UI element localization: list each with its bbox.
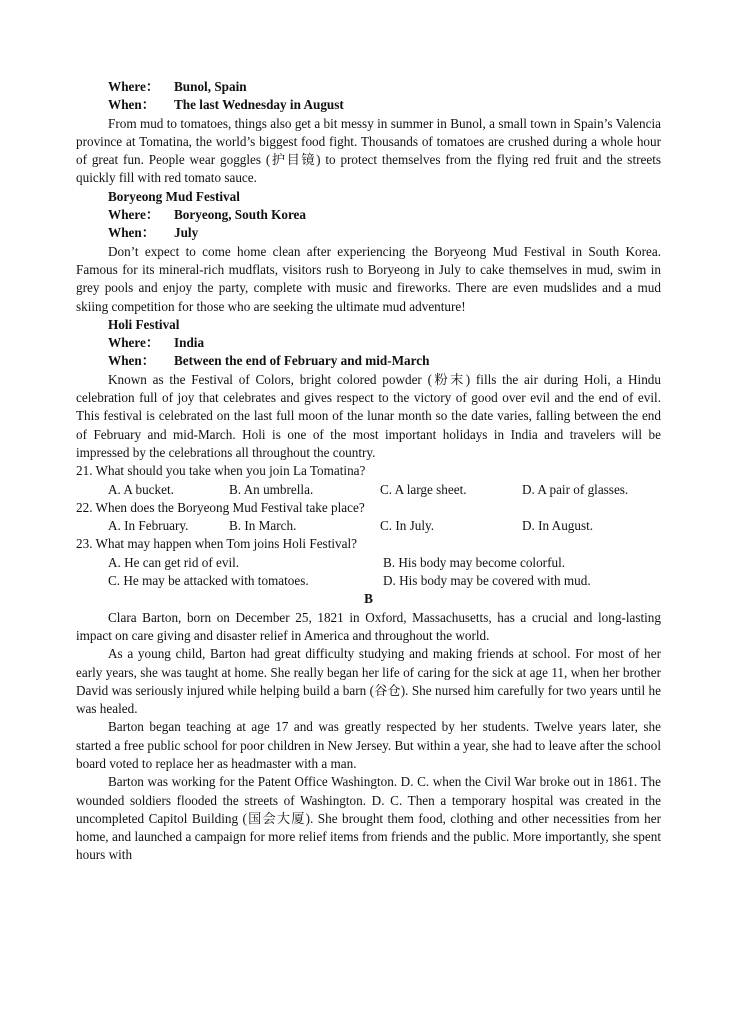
question-23-stem: 23. What may happen when Tom joins Holi Festival?	[76, 536, 357, 552]
section-b-paragraph-1: Clara Barton, born on December 25, 1821 in Oxford, Massachusetts, has a crucial and long-lasting impact on care giving and disaster relief in America and throughout the world.	[76, 609, 661, 643]
question-21-option-b: B. An umbrella.	[229, 481, 314, 497]
question-22-option-a: A. In February.	[108, 518, 189, 534]
question-21-option-c: C. A large sheet.	[380, 481, 467, 497]
section-b-paragraph-3: Barton began teaching at age 17 and was greatly respected by her students. Twelve years later, she started a free public school for poor children in New Jersey. But within a year, she had to leave after the school board voted to replace her as headmaster with a man.	[76, 719, 661, 771]
question-23-option-c: C. He may be attacked with tomatoes.	[108, 573, 309, 589]
question-21-stem: 21. What should you take when you join La Tomatina?	[76, 463, 366, 479]
question-22-option-d: D. In August.	[522, 518, 594, 534]
question-21-option-a: A. A bucket.	[108, 481, 174, 497]
question-22-option-c: C. In July.	[380, 518, 435, 534]
boryeong-where: Where： Boryeong, South Korea	[108, 207, 307, 223]
boryeong-when: When： July	[108, 225, 199, 241]
section-b-paragraph-2: As a young child, Barton had great difficulty studying and making friends at school. For most of her early years, she was taught at home. She really began her life of caring for the sick at age 11, when her brother David was seriously injured while helping build a barn (谷仓). She nursed him carefully for two years until he was healed.	[76, 646, 661, 717]
holi-where: Where： India	[108, 335, 205, 351]
section-b-paragraph-4: Barton was working for the Patent Office Washington. D. C. when the Civil War broke out in 1861. The wounded soldiers flooded the streets of Washington. D. C. Then a temporary hospital was created in the uncompleted Capitol Building (国会大厦). She brought them food, clothing and other necessities from her home, and launched a campaign for more relief items from friends and the public. More importantly, she spent hours with	[76, 774, 661, 863]
boryeong-body: Don’t expect to come home clean after experiencing the Boryeong Mud Festival in South Korea. Famous for its mineral-rich mudflats, visitors rush to Boryeong in July to cake themselves in mud, swim in grey pools and enjoy the party, complete with music and fireworks. There are even mudslides and a mud skiing competition for those who are seeking the ultimate mud adventure!	[76, 243, 661, 314]
question-23-options-row1	[76, 554, 661, 572]
holi-when: When： Between the end of February and mid-March	[108, 353, 430, 369]
question-21-options	[76, 481, 661, 499]
document-page	[76, 78, 661, 865]
tomatina-body: From mud to tomatoes, things also get a bit messy in summer in Bunol, a small town in Spain’s Valencia province at Tomatina, the world’s biggest food fight. Thousands of tomatoes are crushed during a whole hour of great fun. People wear goggles (护目镜) to protect themselves from the flying red fruit and the streets quickly fill with red tomato sauce.	[76, 115, 661, 186]
question-21-option-d: D. A pair of glasses.	[522, 481, 629, 497]
tomatina-where: Where： Bunol, Spain	[108, 79, 247, 94]
question-22-stem: 22. When does the Boryeong Mud Festival take place?	[76, 499, 365, 515]
holi-body: Known as the Festival of Colors, bright colored powder (粉末) fills the air during Holi, a Hindu celebration full of joy that celebrates and gives respect to the victory of good over evil and the end of evil. This festival is celebrated on the last full moon of the lunar month so the date varies, falling between the end of February and mid-March. Holi is one of the most important holidays in India and travelers will be impressed by the celebrations all throughout the country.	[76, 371, 661, 460]
boryeong-title: Boryeong Mud Festival	[108, 188, 240, 204]
question-23-option-b: B. His body may become colorful.	[383, 554, 566, 570]
question-22-option-b: B. In March.	[229, 518, 297, 534]
question-22-options	[76, 517, 661, 535]
section-b-heading: B	[364, 591, 373, 607]
question-23-option-d: D. His body may be covered with mud.	[383, 573, 591, 589]
question-23-options-row2	[76, 572, 661, 590]
question-23-option-a: A. He can get rid of evil.	[108, 554, 240, 570]
tomatina-when: When： The last Wednesday in August	[108, 97, 344, 113]
holi-title: Holi Festival	[108, 316, 180, 332]
